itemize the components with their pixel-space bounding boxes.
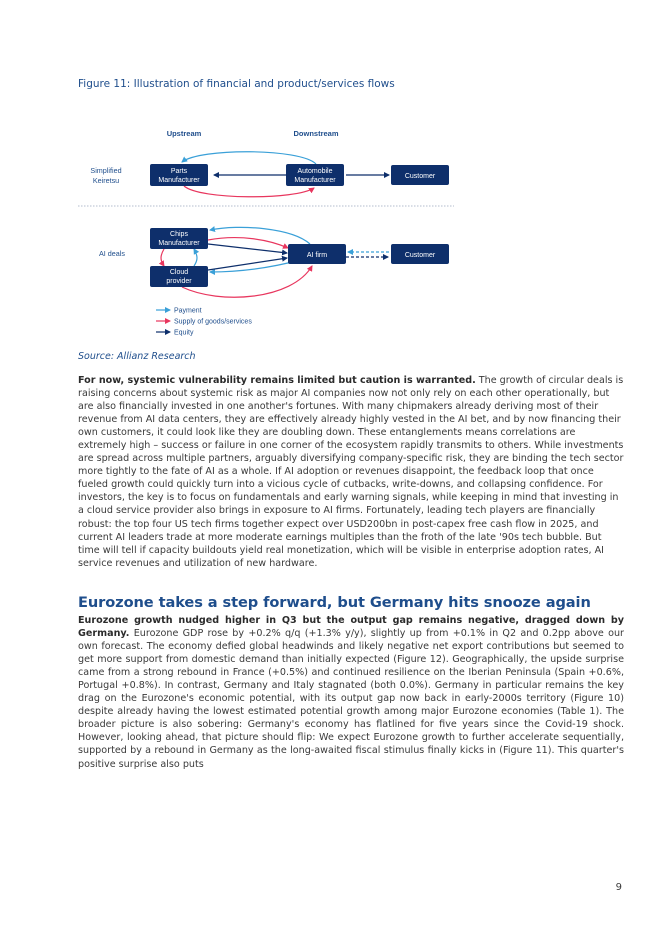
- paragraph-eurozone: [78, 614, 624, 771]
- legend-equity-label: Equity: [174, 329, 194, 337]
- paragraph-body: The growth of circular deals is raising concerns about systemic risk as major AI companies now not only rely on each other operationally, but are also financially invested in one another's fortunes. With many chipmakers already deriving most of their revenue from AI data centers, they are effectively already highly vested in the AI bet, and by now financing their own customers, it could look like they are doubling down. These entanglements means correlations are extremely high – success or failure in one corner of the ecosystem rapidly transmits to others. While investments are spread across multiple partners, arguably diversifying company-specific risk, they are binding the tech sector more tightly to the fate of AI as a whole. If AI adoption or revenues disappoint, the feedback loop that once fueled growth could quickly turn into a vicious cycle of cutbacks, write-downs, and collapsing confidence. For investors, the key is to focus on fundamentals and early warning signals, while keeping in mind that investing in a cloud service provider also brings in exposure to AI firms. Fortunately, leading tech players are financially robust: the top four US tech firms together expect over USD200bn in post-capex free cash flow in 2025, and current AI leaders trade at more moderate earnings multiples than the froth of the late '90s tech bubble. But time will tell if capacity buildouts yield real monetization, which will be visible in enterprise adoption rates, AI service revenues and utilization of new hardware.: [78, 375, 624, 569]
- node-customer-keiretsu-label: Customer: [404, 173, 436, 180]
- equity-arrow-cloud-to-aifirm: [208, 258, 287, 270]
- node-parts-line2: Manufacturer: [158, 177, 200, 184]
- node-ai-firm-label: AI firm: [306, 252, 328, 259]
- flow-diagram: [0, 0, 662, 350]
- paragraph-eurozone-lead: Eurozone growth nudged higher in Q3 but the output gap remains negative, dragged down by Germany.: [78, 615, 624, 640]
- payment-arrow-cloud-to-chips: [194, 249, 197, 266]
- paragraph-eurozone-body: Eurozone GDP rose by +0.2% q/q (+1.3% y/y), slightly up from +0.1% in Q2 and 0.2pp above our own forecast. The economy defied global headwinds and likely negative net export contributions but seemed to get more support from domestic demand than initially expected (Figure 12). Geographically, the upside surprise came from a strong rebound in France (+0.5%) and continued resilience on the Iberian Peninsula (Spain +0.6%, Portugal +0.8%). In contrast, Germany and Italy stagnated (both 0.0%). Germany in particular remains the key drag on the Eurozone's economic potential, with its output gap now back in early-2000s territory (Figure 10) despite already having the lowest estimated potential growth among major Eurozone economies (Table 1). The broader picture is also sobering: Germany's economy has flatlined for five years since the Covid-19 shock. However, looking ahead, that picture should flip: We expect Eurozone growth to further accelerate sequentially, supported by a rebound in Germany as the long-awaited fiscal stimulus finally kicks in (Figure 11). This quarter's positive surprise also puts: [78, 628, 624, 770]
- page-number: 9: [615, 882, 622, 893]
- node-chips-line1: Chips: [170, 231, 188, 238]
- row-label-keiretsu-line2: Keiretsu: [92, 176, 120, 185]
- row-label-ai-deals: AI deals: [99, 249, 125, 258]
- node-chips-line2: Manufacturer: [158, 240, 200, 247]
- figure-title: Figure 11: Illustration of financial and product/services flows: [78, 78, 395, 90]
- node-customer-ai-label: Customer: [404, 252, 436, 259]
- node-auto-line1: Automobile: [297, 168, 333, 175]
- supply-arrow-parts-to-auto: [184, 186, 314, 197]
- supply-arrow-chips-to-aifirm: [208, 238, 288, 248]
- node-cloud-line2: provider: [166, 278, 192, 285]
- section-heading: Eurozone takes a step forward, but Germany hits snooze again: [78, 594, 591, 611]
- node-parts-line1: Parts: [170, 168, 188, 175]
- legend-supply-label: Supply of goods/services: [174, 318, 252, 326]
- payment-arrow-aifirm-to-chips: [210, 227, 310, 244]
- paragraph-systemic-risk: [78, 374, 624, 570]
- downstream-label: Downstream: [293, 129, 339, 138]
- equity-arrow-chips-to-aifirm: [208, 244, 287, 253]
- paragraph-lead: For now, systemic vulnerability remains limited but caution is warranted.: [78, 375, 476, 386]
- node-auto-line2: Manufacturer: [294, 177, 336, 184]
- row-label-keiretsu-line1: Simplified: [90, 166, 122, 175]
- figure-source: Source: Allianz Research: [78, 351, 196, 362]
- payment-arrow-auto-to-parts: [182, 152, 316, 164]
- payment-arrow-aifirm-to-cloud: [210, 260, 300, 272]
- node-cloud-line1: Cloud: [169, 269, 189, 276]
- supply-arrow-chips-to-cloud: [161, 249, 164, 266]
- legend-payment-label: Payment: [174, 307, 202, 315]
- upstream-label: Upstream: [166, 129, 202, 138]
